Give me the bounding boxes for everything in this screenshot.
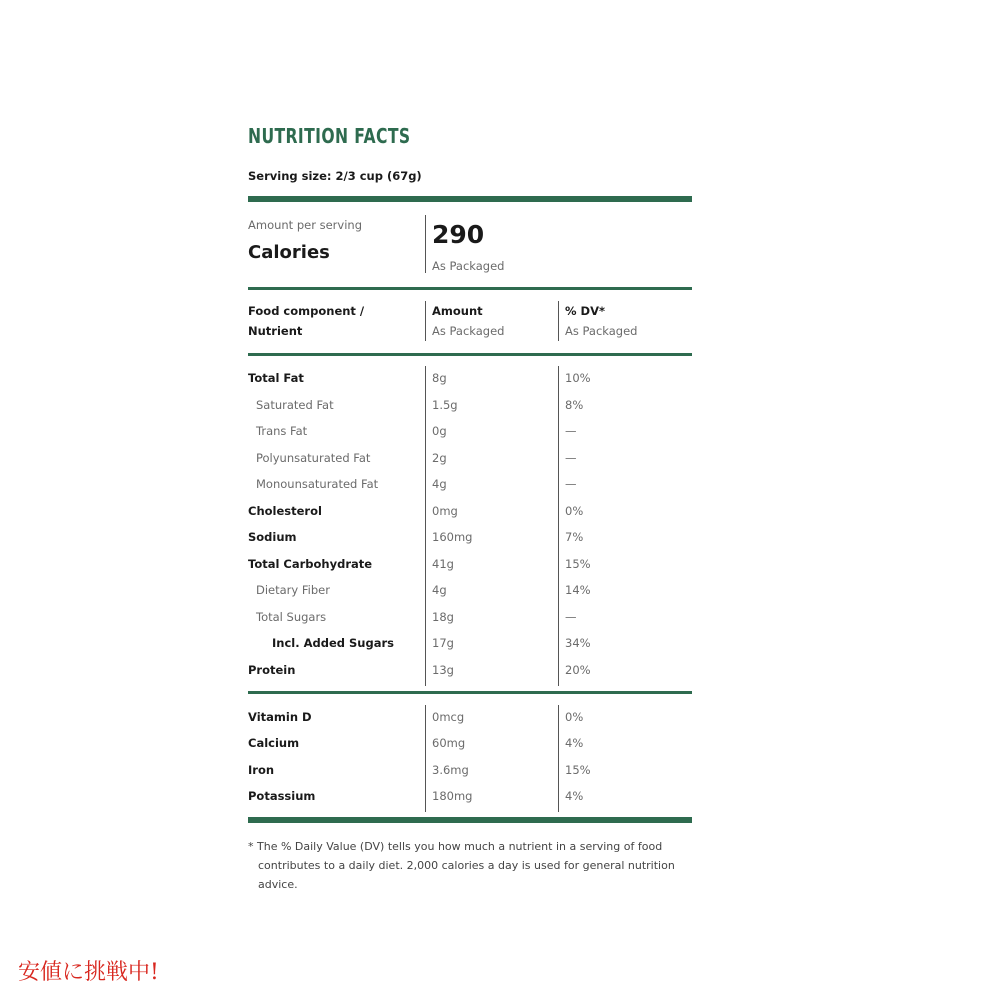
header-divider-2 <box>558 301 559 341</box>
nutrient-dv: 8% <box>565 397 584 412</box>
nutrient-dv: 14% <box>565 583 591 597</box>
nutrient-dv: 20% <box>565 662 591 677</box>
daily-value-footnote <box>248 837 692 894</box>
vitamin-dv: 4% <box>565 736 584 751</box>
nutrient-name: Protein <box>248 662 296 677</box>
nutrient-amount: 0mg <box>432 503 458 518</box>
vitamin-column-divider-2 <box>558 705 559 812</box>
nutrient-amount: 1.5g <box>432 397 458 412</box>
header-divider-1 <box>425 301 426 341</box>
label-title: NUTRITION FACTS <box>248 124 411 148</box>
vitamin-column-divider-1 <box>425 705 426 812</box>
nutrient-amount: 4g <box>432 583 447 597</box>
nutrient-dv: — <box>565 424 577 438</box>
nutrient-amount: 0g <box>432 424 447 438</box>
vitamin-dv: 4% <box>565 788 584 803</box>
nutrient-dv: 0% <box>565 503 584 518</box>
nutrient-amount: 41g <box>432 556 454 571</box>
nutrient-amount: 8g <box>432 371 447 385</box>
amount-header: Amount <box>432 304 483 318</box>
header-rule <box>248 353 692 356</box>
vitamin-amount: 0mcg <box>432 710 465 724</box>
calories-divider-rule <box>248 287 692 290</box>
calories-value: 290 <box>432 220 485 249</box>
nutrient-name: Monounsaturated Fat <box>256 477 379 491</box>
nutrient-column-divider-1 <box>425 366 426 686</box>
nutrient-column-divider-2 <box>558 366 559 686</box>
component-header: Food component / <box>248 304 365 318</box>
nutrient-amount: 2g <box>432 450 447 465</box>
vitamin-name: Calcium <box>248 736 300 751</box>
nutrient-amount: 4g <box>432 477 447 491</box>
nutrient-dv: — <box>565 609 577 624</box>
nutrient-amount: 160mg <box>432 530 473 544</box>
nutrient-header: Nutrient <box>248 324 303 338</box>
nutrient-dv: 10% <box>565 371 591 385</box>
calories-label: Calories <box>248 242 330 263</box>
amount-basis: As Packaged <box>432 324 505 338</box>
nutrient-name: Dietary Fiber <box>256 583 330 597</box>
vitamin-name: Vitamin D <box>248 710 312 724</box>
nutrient-rule <box>248 691 692 694</box>
vitamin-amount: 60mg <box>432 736 466 751</box>
amount-per-serving: Amount per serving <box>248 218 362 232</box>
nutrient-name: Total Sugars <box>256 609 327 624</box>
vitamin-name: Iron <box>248 762 275 777</box>
nutrient-name: Total Fat <box>248 371 304 385</box>
nutrient-dv: — <box>565 477 577 491</box>
nutrient-dv: 34% <box>565 636 591 650</box>
vitamin-dv: 0% <box>565 710 584 724</box>
nutrient-dv: — <box>565 450 577 465</box>
bottom-divider <box>248 817 692 823</box>
calories-divider <box>425 215 426 273</box>
serving-size: Serving size: 2/3 cup (67g) <box>248 169 422 183</box>
nutrient-amount: 13g <box>432 662 454 677</box>
vitamin-name: Potassium <box>248 788 316 803</box>
nutrient-name: Trans Fat <box>256 424 308 438</box>
calories-basis: As Packaged <box>432 259 505 273</box>
top-divider <box>248 196 692 202</box>
nutrient-dv: 15% <box>565 556 591 571</box>
nutrient-name: Sodium <box>248 530 297 544</box>
vitamin-dv: 15% <box>565 762 591 777</box>
vitamin-amount: 3.6mg <box>432 762 469 777</box>
footnote-text: * The % Daily Value (DV) tells you how much a nutrient in a serving of food contributes to a daily diet. 2,000 calories a day is used for general nutrition advice. <box>248 840 675 891</box>
nutrient-dv: 7% <box>565 530 584 544</box>
dv-basis: As Packaged <box>565 324 638 338</box>
nutrient-amount: 17g <box>432 636 454 650</box>
nutrient-name: Polyunsaturated Fat <box>256 450 371 465</box>
nutrient-name: Saturated Fat <box>256 397 334 412</box>
nutrient-amount: 18g <box>432 609 454 624</box>
vitamin-amount: 180mg <box>432 788 473 803</box>
dv-header: % DV* <box>565 304 605 318</box>
promo-text: 安値に挑戦中! <box>18 960 159 985</box>
nutrient-name: Total Carbohydrate <box>248 556 373 571</box>
nutrient-name: Cholesterol <box>248 503 322 518</box>
nutrient-name: Incl. Added Sugars <box>272 636 394 650</box>
